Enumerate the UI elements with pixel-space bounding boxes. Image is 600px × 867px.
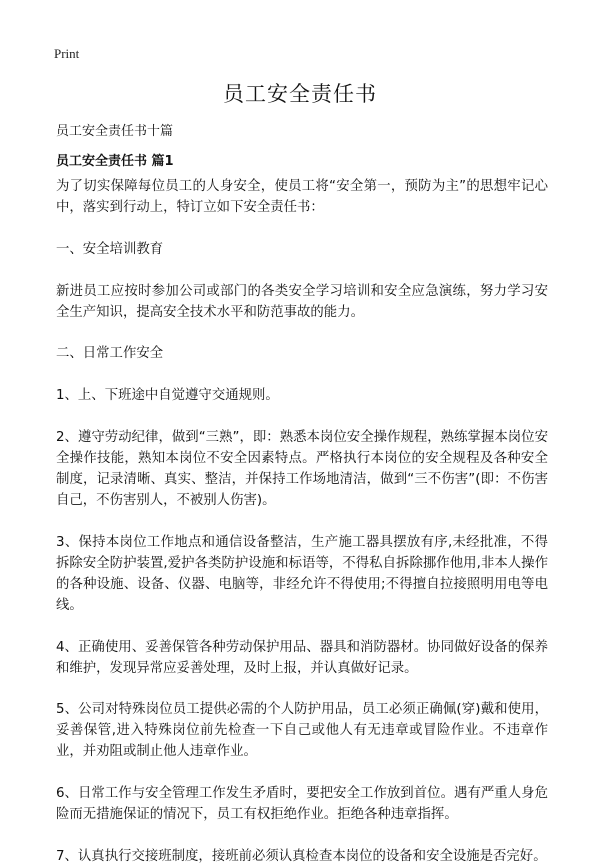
paragraph-training: 新进员工应按时参加公司或部门的各类安全学习培训和安全应急演练，努力学习安全生产知识，提高安全技术水平和防范事故的能力。	[56, 283, 548, 320]
list-item-7: 7、认真执行交接班制度，接班前必须认真检查本岗位的设备和安全设施是否完好。	[56, 848, 547, 864]
list-item-6: 6、日常工作与安全管理工作发生矛盾时，要把安全工作放到首位。遇有严重人身危险而无措施保证的情况下，员工有权拒绝作业。拒绝各种违章指挥。	[56, 786, 548, 823]
list-item-5: 5、公司对特殊岗位员工提供必需的个人防护用品，员工必须正确佩(穿)戴和使用，妥善保管,进入特殊岗位前先检查一下自己或他人有无违章或冒险作业。不违章作业，并劝阻或制止他人违章作业。	[56, 702, 548, 760]
list-item-4: 4、正确使用、妥善保管各种劳动保护用品、器具和消防器材。协同做好设备的保养和维护，发现异常应妥善处理，及时上报，并认真做好记录。	[56, 639, 548, 676]
list-item-3: 3、保持本岗位工作地点和通信设备整洁，生产施工器具摆放有序,未经批准，不得拆除安全防护装置,爱护各类防护设施和标语等，不得私自拆除挪作他用,非本人操作的各种设施、设备、仪器、电脑等，非经允许不得使用;不得擅自拉接照明用电等电线。	[56, 534, 548, 613]
paragraph-intro: 为了切实保障每位员工的人身安全，使员工将“安全第一，预防为主”的思想牢记心中，落实到行动上，特订立如下安全责任书：	[56, 179, 548, 215]
section-heading-daily-work: 二、日常工作安全	[56, 346, 164, 362]
print-label: Print	[54, 46, 80, 61]
list-item-1: 1、上、下班途中自觉遵守交通规则。	[56, 388, 279, 404]
document-subtitle: 员工安全责任书十篇	[56, 124, 174, 139]
document-body	[56, 176, 548, 867]
document-title: 员工安全责任书	[223, 82, 377, 106]
list-item-2: 2、遵守劳动纪律，做到“三熟”，即：熟悉本岗位安全操作规程，熟练掌握本岗位安全操作技能，熟知本岗位不安全因素特点。严格执行本岗位的安全规程及各种安全制度，记录清晰、真实、整洁，并保持工作场地清洁，做到“三不伤害”(即：不伤害自己，不伤害别人，不被别人伤害)。	[56, 429, 548, 508]
section-heading-training: 一、安全培训教育	[56, 241, 164, 257]
section-heading: 员工安全责任书 篇1	[56, 154, 174, 169]
